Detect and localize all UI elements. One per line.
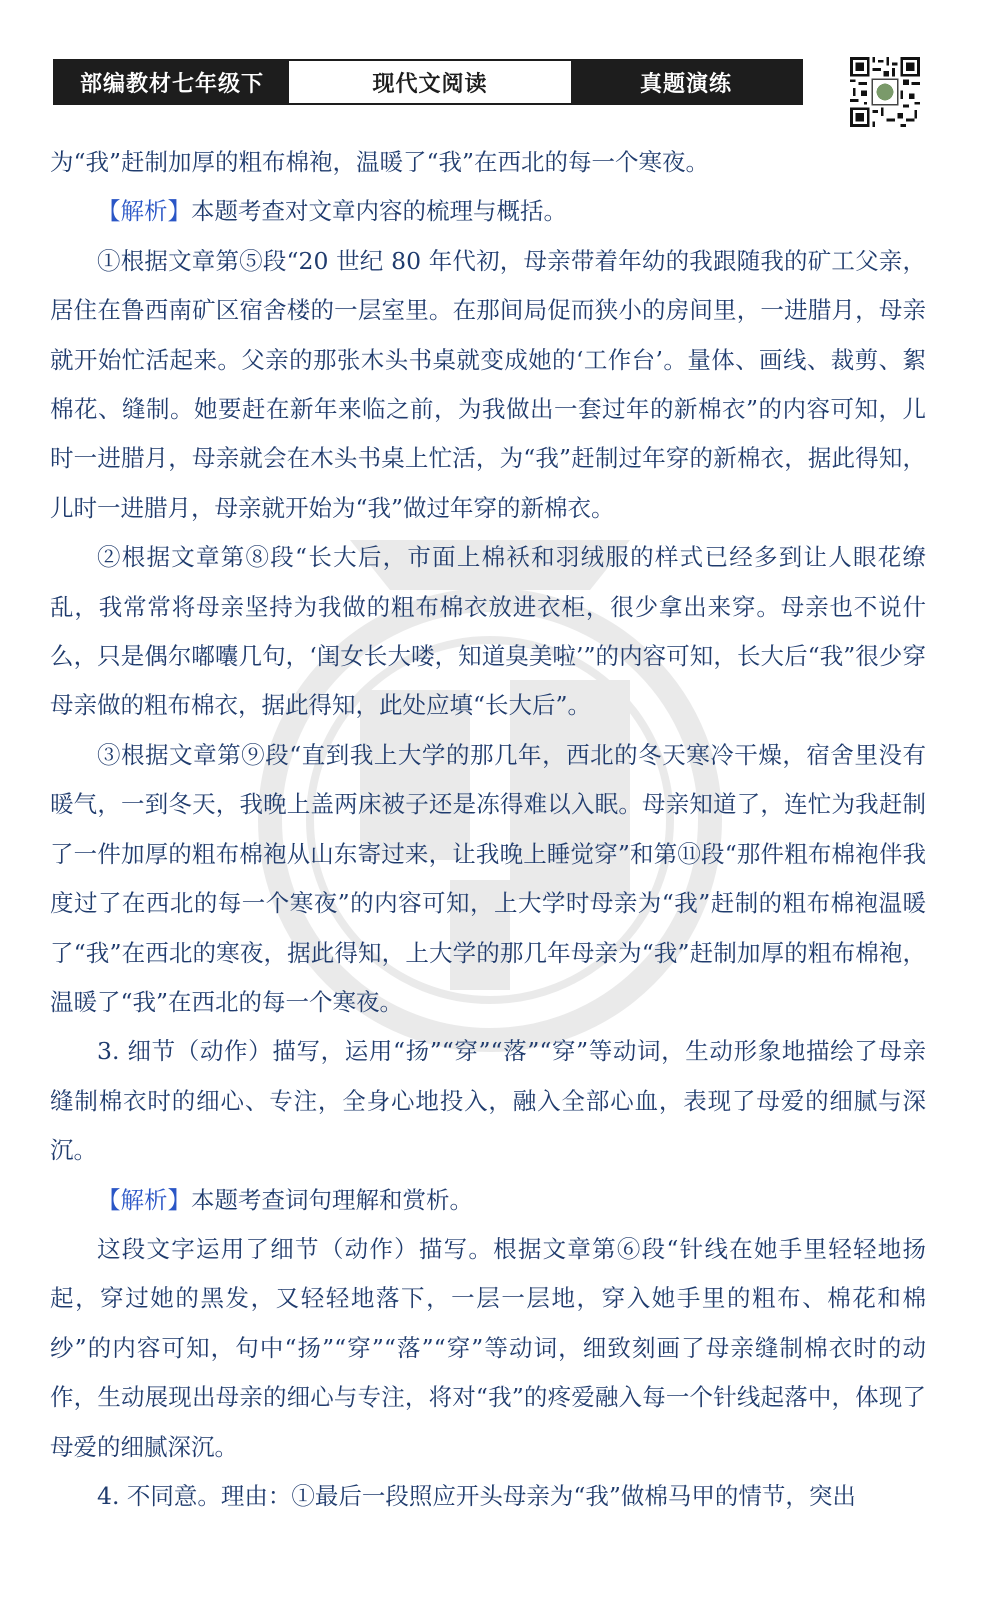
paragraph-5: ③根据文章第⑨段“直到我上大学的那几年，西北的冬天寒冷干燥，宿舍里没有暖气，一到冬天，我晚上盖两床被子还是冻得难以入眠。母亲知道了，连忙为我赶制了一件加厚的粗布棉袍从山东寄过来，让我晚上睡觉穿”和第⑪段“那件粗布棉袍伴我度过了在西北的每一个寒夜”的内容可知，上大学时母亲为“我”赶制的粗布棉袍温暖了“我”在西北的寒夜，据此得知，上大学的那几年母亲为“我”赶制加厚的粗布棉袍，温暖了“我”在西北的每一个寒夜。: [50, 740, 926, 1016]
qr-code-icon: [850, 57, 920, 127]
header-section-label: 真题演练: [571, 61, 801, 103]
paragraph-2: 【解析】本题考查对文章内容的梳理与概括。: [97, 197, 567, 226]
header-subject-label: 现代文阅读: [289, 61, 571, 103]
paragraph-1: 为“我”赶制加厚的粗布棉袍，温暖了“我”在西北的每一个寒夜。: [50, 148, 710, 176]
paragraph-8: 这段文字运用了细节（动作）描写。根据文章第⑥段“针线在她手里轻轻地扬起，穿过她的黑发，又轻轻地落下，一层一层地，穿入她手里的粗布、棉花和棉纱”的内容可知，句中“扬”“穿”“落”“穿”等动词，细致刻画了母亲缝制棉衣时的动作，生动展现出母亲的细心与专注，将对“我”的疼爱融入每一个针线起落中，体现了母爱的细腻深沉。: [50, 1234, 926, 1461]
paragraph-7: 【解析】本题考查词句理解和赏析。: [97, 1185, 473, 1214]
document-body: [50, 138, 926, 1521]
paragraph-4: ②根据文章第⑧段“长大后，市面上棉袄和羽绒服的样式已经多到让人眼花缭乱，我常常将母亲坚持为我做的粗布棉衣放进衣柜，很少拿出来穿。母亲也不说什么，只是偶尔嘟囔几句，‘闺女长大喽，知道臭美啦’”的内容可知，长大后“我”很少穿母亲做的粗布棉衣，据此得知，此处应填“长大后”。: [50, 543, 926, 720]
analysis-tag: 【解析】: [97, 1185, 191, 1214]
paragraph-9: 4. 不同意。理由：①最后一段照应开头母亲为“我”做棉马甲的情节，突出: [97, 1481, 856, 1510]
header-bar: [53, 59, 803, 105]
paragraph-6: 3. 细节（动作）描写，运用“扬”“穿”“落”“穿”等动词，生动形象地描绘了母亲缝制棉衣时的细心、专注，全身心地投入，融入全部心血，表现了母爱的细腻与深沉。: [50, 1037, 926, 1165]
paragraph-3: ①根据文章第⑤段“20 世纪 80 年代初，母亲带着年幼的我跟随我的矿工父亲，居住在鲁西南矿区宿舍楼的一层室里。在那间局促而狭小的房间里，一进腊月，母亲就开始忙活起来。父亲的那张木头书桌就变成她的‘工作台’。量体、画线、裁剪、絮棉花、缝制。她要赶在新年来临之前，为我做出一套过年的新棉衣”的内容可知，儿时一进腊月，母亲就会在木头书桌上忙活，为“我”赶制过年穿的新棉衣，据此得知，儿时一进腊月，母亲就开始为“我”做过年穿的新棉衣。: [50, 246, 926, 522]
header-grade-label: 部编教材七年级下: [55, 61, 289, 103]
analysis-tag: 【解析】: [97, 197, 191, 226]
